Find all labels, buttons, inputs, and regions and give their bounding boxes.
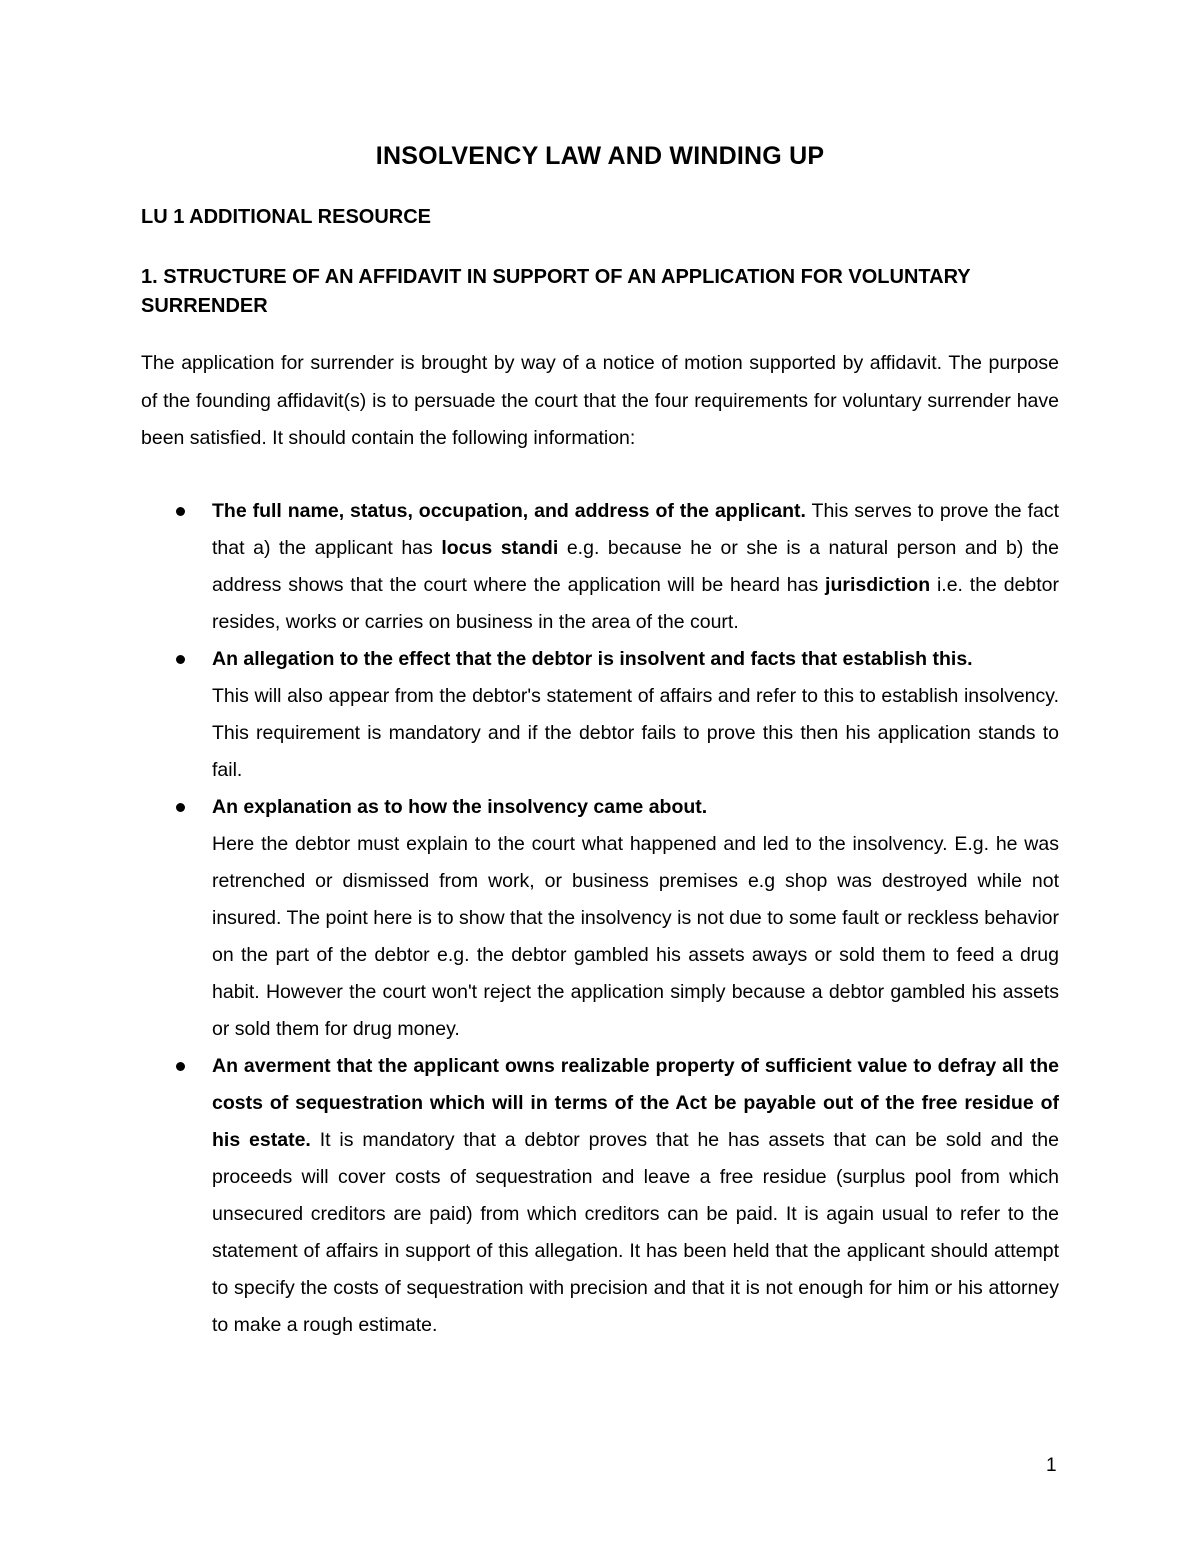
bullet-lead: An explanation as to how the insolvency came about.	[212, 796, 708, 818]
intro-paragraph: The application for surrender is brought by way of a notice of motion supported by affidavit. The purpose of the founding affidavit(s) is to persuade the court that the four requirements for voluntary surrender have been satisfied. It should contain the following information:	[141, 352, 1059, 449]
list-item	[212, 1048, 1059, 1344]
bullet-term-jurisdiction: jurisdiction	[825, 574, 931, 596]
requirements-list	[0, 493, 1200, 1344]
section-heading: 1. STRUCTURE OF AN AFFIDAVIT IN SUPPORT OF AN APPLICATION FOR VOLUNTARY SURRENDER	[141, 266, 971, 317]
bullet-text: i.e. the debtor resides, works or carries on business in the area of the court.	[212, 574, 1059, 633]
bullet-lead: An allegation to the effect that the debtor is insolvent and facts that establish this.	[212, 648, 973, 670]
document-title: INSOLVENCY LAW AND WINDING UP	[375, 142, 825, 170]
bullet-text: This serves to prove the fact that a) the applicant has	[212, 500, 1059, 559]
list-item	[212, 493, 1059, 641]
bullet-icon	[176, 655, 185, 664]
bullet-text: This will also appear from the debtor's statement of affairs and refer to this to establish insolvency. This requirement is mandatory and if the debtor fails to prove this then his application stands to fail.	[212, 685, 1059, 781]
bullet-term-locus-standi: locus standi	[441, 537, 559, 559]
bullet-icon	[176, 803, 185, 812]
page-number: 1	[1046, 1455, 1057, 1476]
list-item	[212, 641, 1059, 789]
bullet-text: Here the debtor must explain to the court what happened and led to the insolvency. E.g. he was retrenched or dismissed from work, or business premises e.g shop was destroyed while not insured. The point here is to show that the insolvency is not due to some fault or reckless behavior on the part of the debtor e.g. the debtor gambled his assets aways or sold them to feed a drug habit. However the court won't reject the application simply because a debtor gambled his assets or sold them for drug money.	[212, 833, 1059, 1040]
bullet-lead: The full name, status, occupation, and address of the applicant.	[212, 500, 806, 522]
bullet-text: e.g. because he or she is a natural person and b) the address shows that the court where the application will be heard has	[212, 537, 1059, 596]
bullet-text: It is mandatory that a debtor proves that he has assets that can be sold and the proceeds will cover costs of sequestration and leave a free residue (surplus pool from which unsecured creditors are paid) from which creditors can be paid. It is again usual to refer to the statement of affairs in support of this allegation. It has been held that the applicant should attempt to specify the costs of sequestration with precision and that it is not enough for him or his attorney to make a rough estimate.	[212, 1129, 1059, 1336]
list-item	[212, 789, 1059, 1048]
document-subtitle: LU 1 ADDITIONAL RESOURCE	[141, 206, 432, 228]
bullet-icon	[176, 1062, 185, 1071]
bullet-icon	[176, 507, 185, 516]
bullet-lead: An averment that the applicant owns realizable property of sufficient value to defray all the costs of sequestration which will in terms of the Act be payable out of the free residue of his estate.	[212, 1055, 1059, 1151]
